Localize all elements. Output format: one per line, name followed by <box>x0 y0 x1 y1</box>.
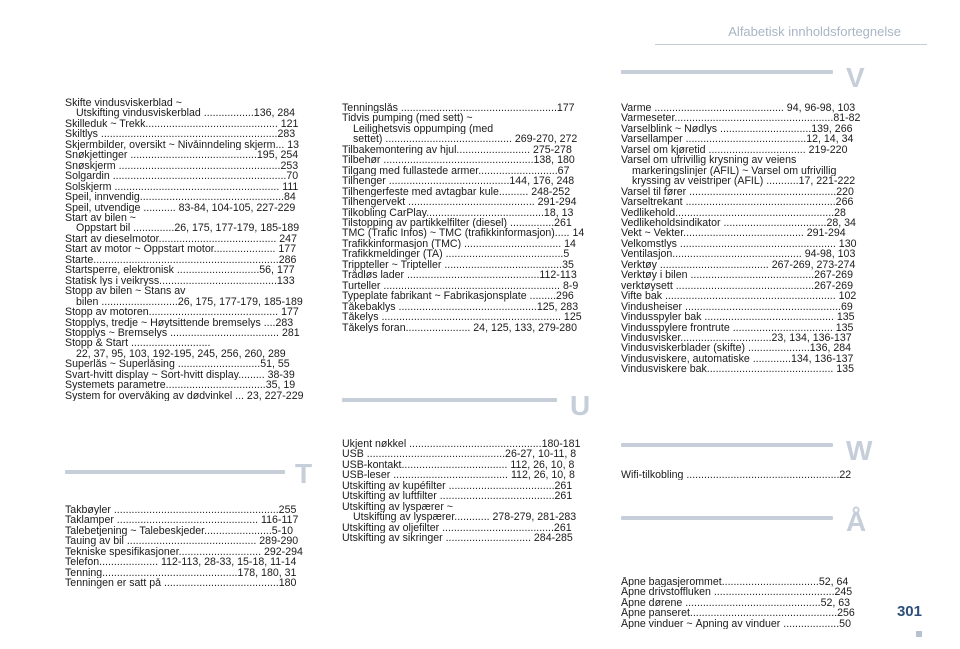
index-entry: Taklamper ................................................ 116-117 <box>65 515 299 526</box>
section-bar <box>65 470 285 474</box>
header-divider <box>655 44 927 45</box>
index-entry: Skifte vindusviskerblad ~ <box>65 98 182 109</box>
index-entry: Leilighetsvis oppumping (med <box>353 123 494 135</box>
index-entry: Solgardin ...........................................................70 <box>65 171 299 182</box>
index-entry: Statisk lys i veikryss........................................133 <box>65 275 295 287</box>
index-entry: Speil, innvendig.................................................84 <box>65 192 296 203</box>
index-entry: Stopplys ~ Bremselys ..................................... 281 <box>65 327 300 339</box>
index-entry: Tilstopping av partikkelfilter (diesel) ...............261 <box>342 217 572 229</box>
index-entry: Startsperre, elektronisk ............................56, 177 <box>65 265 295 276</box>
index-entry: USB-kontakt.................................... 112, 26, 10, 8 <box>342 459 575 471</box>
index-entry: Varselblink ~ Nødlys ...............................139, 266 <box>621 123 853 135</box>
index-entry: Talebetjening ~ Talebeskjeder.......................5-10 <box>65 525 293 537</box>
section-letter: Å <box>846 506 867 537</box>
index-entry: Utskifting av lyspærer ~ <box>342 501 453 513</box>
index-entry: Snøskjerm .......................................................253 <box>65 160 299 172</box>
index-entry: Takbøyler ........................................................255 <box>65 505 297 516</box>
index-entry: Superlås ~ Superlåsing ............................51, 55 <box>65 359 290 370</box>
index-entry: Åpne bagasjerommet.................................52, 64 <box>621 577 849 588</box>
section-bar <box>621 516 833 520</box>
index-entry: Velkomstlys ..................................................... 130 <box>621 238 857 250</box>
index-entry: Utskifting av luftfilter .......................................261 <box>342 491 573 502</box>
index-entry: USB-leser ....................................... 112, 26, 10, 8 <box>342 470 575 481</box>
index-entry: Tåkelys ............................................................. 125 <box>342 312 582 323</box>
index-entry: Varsel til fører ..................................................220 <box>621 186 854 198</box>
index-entry: Vindusspyler bak ............................................ 135 <box>621 312 855 323</box>
index-entry: Vedlikeholdsindikator ...................................28, 34 <box>621 217 856 229</box>
index-entry: markeringslinjer (AFIL) ~ Varsel om ufrivillig <box>632 165 837 177</box>
index-entry: Stopp av bilen ~ Stans av <box>65 286 186 297</box>
index-entry: Vindusheiser .....................................................69 <box>621 301 853 313</box>
index-entry: Varmeseter......................................................81-82 <box>621 113 861 124</box>
index-column-u <box>342 439 599 544</box>
index-entry: Trafikkinformasjon (TMC) ................................. 14 <box>342 238 576 250</box>
index-column-t-continued <box>342 103 599 333</box>
index-entry: Utskifting av lyspærer............ 278-279, 281-283 <box>353 512 577 523</box>
index-entry: Svart-hvitt display ~ Sort-hvitt display......... 38-39 <box>65 369 295 381</box>
index-entry: Verktøy i bilen ..........................................267-269 <box>621 270 853 281</box>
index-entry: Tilhengerfeste med avtagbar kule.......... 248-252 <box>342 186 571 198</box>
index-column-aa <box>621 577 878 629</box>
index-entry: Utskifting av oljefilter ......................................261 <box>342 522 572 534</box>
index-entry: Oppstart bil ..............26, 175, 177-179, 185-189 <box>76 223 300 234</box>
index-entry: Tekniske spesifikasjoner............................ 292-294 <box>65 546 303 558</box>
index-entry: Tidvis pumping (med sett) ~ <box>342 113 473 124</box>
section-letter: V <box>846 62 865 93</box>
section-letter: W <box>846 435 873 466</box>
index-entry: Stopp av motoren............................................ 177 <box>65 307 299 318</box>
index-entry: Vekt ~ Vekter......................................... 291-294 <box>621 228 846 239</box>
index-entry: Start av bilen ~ <box>65 212 136 224</box>
index-entry: Ukjent nøkkel .............................................180-181 <box>342 439 581 450</box>
index-entry: Åpne dørene ..............................................52, 63 <box>621 597 851 609</box>
index-entry: bilen ..........................26, 175, 177-179, 185-189 <box>76 296 303 308</box>
index-entry: Vedlikehold......................................................28 <box>621 207 846 218</box>
index-entry: Vindusvisker...............................23, 134, 136-137 <box>621 332 852 344</box>
section-bar <box>342 398 557 402</box>
page-marker-square <box>916 631 922 637</box>
index-entry: Åpne drivstoffluken .........................................245 <box>621 587 853 598</box>
index-entry: Speil, utvendige ........... 83-84, 104-105, 227-229 <box>65 202 296 213</box>
index-entry: Utskifting av kupéfilter ....................................261 <box>342 480 573 492</box>
index-entry: TMC (Trafic Infos) ~ TMC (trafikkinformasjon)..... 14 <box>342 228 585 239</box>
section-bar <box>621 443 833 447</box>
index-entry: Vifte bak .......................................................... 102 <box>621 291 857 302</box>
index-entry: Skilleduk ~ Trekk............................................. 121 <box>65 118 299 130</box>
index-entry: Verktøy ..................................... 267-269, 273-274 <box>621 259 856 271</box>
index-entry: Tauing av bil ............................................ 289-290 <box>65 536 299 547</box>
index-entry: Trådløs lader .............................................112-113 <box>342 270 577 281</box>
index-entry: Varsel om ufrivillig krysning av veiens <box>621 155 797 166</box>
index-entry: Åpne panseret..................................................256 <box>621 608 855 619</box>
index-entry: Skiltlys ............................................................283 <box>65 129 296 140</box>
index-entry: Tilhenger .........................................144, 176, 248 <box>342 176 575 187</box>
index-entry: Typeplate fabrikant ~ Fabrikasjonsplate .........296 <box>342 291 574 302</box>
index-entry: Tilbehør ...................................................138, 180 <box>342 155 575 166</box>
index-entry: Tilbakemontering av hjul......................... 275-278 <box>342 144 572 156</box>
index-entry: Varsellamper .........................................12, 14, 34 <box>621 134 854 145</box>
index-column-v <box>621 103 878 375</box>
index-entry: Vindusspylere frontrute .................................. 135 <box>621 322 854 333</box>
index-entry: System for overvåking av dødvinkel ... 23, 227-229 <box>65 390 304 402</box>
index-column-w <box>621 470 878 480</box>
index-entry: verktøysett ...............................................267-269 <box>621 280 853 292</box>
index-entry: Turteller ............................................................ 8-9 <box>342 280 579 292</box>
index-entry: Tåkebaklys ...............................................125, 283 <box>342 301 579 313</box>
index-entry: Systemets parametre..................................35, 19 <box>65 380 296 391</box>
index-entry: Tåkelys foran...................... 24, 125, 133, 279-280 <box>342 322 577 333</box>
index-entry: Utskifting vindusviskerblad .................136, 284 <box>76 108 296 119</box>
index-entry: Wifi-tilkobling ....................................................22 <box>621 470 852 481</box>
index-entry: Telefon.................... 112-113, 28-33, 15-18, 11-14 <box>65 557 297 568</box>
section-letter: U <box>570 390 591 421</box>
index-entry: settet) ........................................... 269-270, 272 <box>353 134 578 145</box>
index-entry: Stopplys, tredje ~ Høytsittende bremselys ....283 <box>65 317 294 328</box>
index-entry: Starte...............................................................286 <box>65 254 297 266</box>
index-entry: Stopp & Start ........................... <box>65 338 211 349</box>
index-entry: Snøkjettinger ...........................................195, 254 <box>65 150 299 161</box>
index-entry: Vindusviskere, automatiske .............134, 136-137 <box>621 353 854 365</box>
index-entry: Tilkobling CarPlay........................................18, 13 <box>342 207 574 218</box>
index-entry: Tilgang med fullastede armer...........................67 <box>342 165 570 177</box>
index-entry: Tenningen er satt på .......................................180 <box>65 578 297 589</box>
index-entry: Ventilasjon............................................ 94-98, 103 <box>621 249 856 260</box>
index-entry: Tilhengervekt ........................................... 291-294 <box>342 197 577 208</box>
index-column-s <box>65 98 322 401</box>
section-letter: T <box>295 458 313 489</box>
index-entry: Start av motor ~ Oppstart motor..................... 177 <box>65 244 297 255</box>
index-entry: Tenning..............................................178, 180, 31 <box>65 567 297 579</box>
index-entry: Varseltrekant ...................................................266 <box>621 197 854 208</box>
section-bar <box>621 70 833 74</box>
index-entry: Vindusviskere bak........................................... 135 <box>621 364 854 375</box>
index-entry: Start av dieselmotor........................................ 247 <box>65 233 297 245</box>
index-column-t <box>65 505 322 589</box>
index-entry: Skjermbilder, oversikt ~ Nivåinndeling skjerm... 13 <box>65 139 300 151</box>
index-entry: Trafikkmeldinger (TA) ........................................5 <box>342 249 570 260</box>
index-entry: Tenningslås .....................................................177 <box>342 103 575 114</box>
index-entry: USB ...............................................26-27, 10-11, 8 <box>342 449 577 460</box>
index-entry: Solskjerm ........................................................ 111 <box>65 181 299 193</box>
index-entry: 22, 37, 95, 103, 192-195, 245, 256, 260, 289 <box>76 348 286 360</box>
index-entry: Trippteller ~ Tripteller ........................................35 <box>342 259 574 271</box>
index-entry: Varme ............................................ 94, 96-98, 103 <box>621 103 856 114</box>
index-entry: kryssing av veistriper (AFIL) ...........17, 221-222 <box>632 176 856 187</box>
index-entry: Vindusviskerblader (skifte) .....................136, 284 <box>621 343 852 354</box>
index-entry: Åpne vinduer ~ Åpning av vinduer ...................50 <box>621 618 851 630</box>
index-entry: Varsel om kjøretid ................................. 219-220 <box>621 144 848 156</box>
page-number: 301 <box>896 603 922 620</box>
index-entry: Utskifting av sikringer ............................. 284-285 <box>342 533 573 544</box>
running-header: Alfabetisk innholdsfortegnelse <box>728 24 901 39</box>
